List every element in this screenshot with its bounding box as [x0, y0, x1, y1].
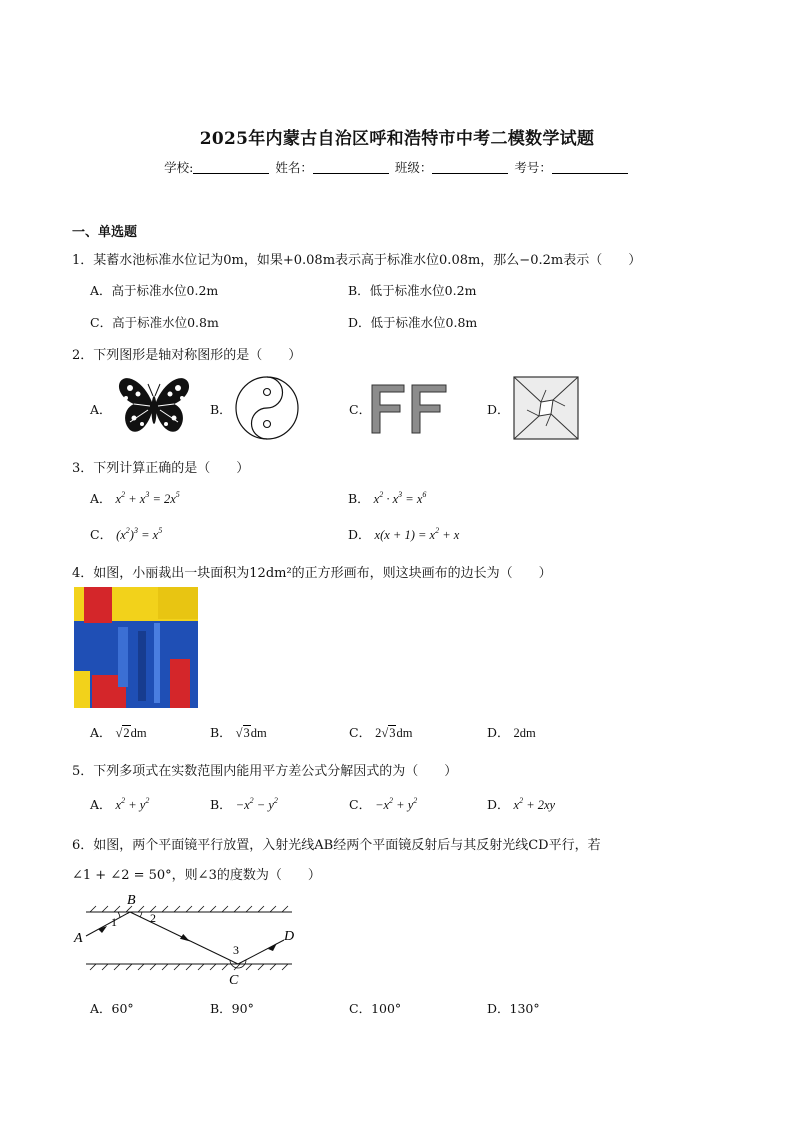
section-heading: 一、单选题 [72, 225, 138, 240]
q5-option-c[interactable] [349, 795, 417, 813]
q1-option-c[interactable]: C．高于标准水位0.8m [90, 315, 219, 330]
q4-option-c-label: C． [349, 725, 372, 740]
q4-stem: 4．如图，小丽裁出一块面积为12dm²的正方形画布，则这块画布的边长为（ ） [72, 566, 552, 581]
lower-mirror-hatching [90, 964, 288, 970]
student-info-line [0, 158, 794, 176]
point-a-label: A [74, 931, 83, 946]
q5-option-b-label: B． [210, 797, 232, 812]
class-blank[interactable] [432, 161, 508, 174]
point-c-label: C [229, 973, 239, 988]
school-label: 学校: [164, 160, 194, 175]
q4-option-a-formula: √2dm [115, 726, 147, 740]
q4-option-b[interactable] [210, 723, 267, 741]
q3-option-a-formula: $x^2 + x^3 = 2x^5$ [115, 490, 180, 506]
q2-option-d-label[interactable]: D． [487, 402, 510, 417]
q6-stem-line1: 6．如图，两个平面镜平行放置，入射光线AB经两个平面镜反射后与其反射光线CD平行，若 [72, 838, 601, 853]
q2-option-c-label[interactable]: C． [349, 402, 372, 417]
q1-option-a[interactable]: A．高于标准水位0.2m [90, 283, 219, 298]
q3-option-d[interactable] [348, 525, 459, 543]
upper-mirror-hatching [90, 906, 288, 912]
q4-option-c[interactable] [349, 723, 412, 741]
q3-option-d-formula: $x(x + 1) = x^2 + x$ [374, 526, 460, 542]
name-label: 姓名： [275, 160, 313, 175]
q5-option-a-label: A． [90, 797, 112, 812]
q1-stem: 1．某蓄水池标准水位记为0m，如果+0.08m表示高于标准水位0.08m，那么−0.2m表示（ ） [72, 253, 642, 268]
angle-1-label: 1 [111, 915, 117, 929]
yin-yang-figure [234, 376, 300, 440]
square-canvas-painting [74, 587, 198, 708]
q5-option-b[interactable] [210, 795, 278, 813]
q5-option-b-formula: $-x^2 - y^2$ [235, 796, 278, 812]
q4-option-d[interactable] [487, 723, 536, 741]
q5-option-d[interactable] [487, 795, 555, 813]
q3-option-a[interactable] [90, 489, 180, 507]
q1-option-d[interactable]: D．低于标准水位0.8m [348, 315, 478, 330]
q5-option-c-label: C． [349, 797, 372, 812]
name-blank[interactable] [313, 161, 389, 174]
butterfly-figure [116, 374, 192, 440]
q4-option-d-label: D． [487, 725, 510, 740]
point-b-label: B [127, 893, 136, 908]
parallel-mirrors-diagram [72, 888, 298, 988]
q6-option-a[interactable]: A．60° [90, 1001, 134, 1016]
q3-option-a-label: A． [90, 491, 112, 506]
pinwheel-square-figure [513, 376, 579, 440]
ff-letters-figure [370, 383, 450, 435]
angle-2-label: 2 [150, 911, 156, 925]
q5-stem: 5．下列多项式在实数范围内能用平方差公式分解因式的为（ ） [72, 764, 458, 779]
q6-option-c[interactable]: C．100° [349, 1001, 402, 1016]
q4-option-c-formula: 2√3dm [375, 726, 413, 740]
q5-option-c-formula: $-x^2 + y^2$ [375, 796, 418, 812]
q6-option-d[interactable]: D．130° [487, 1001, 540, 1016]
q1-option-b[interactable]: B．低于标准水位0.2m [348, 283, 477, 298]
q3-option-c[interactable] [90, 525, 162, 543]
q3-option-c-label: C． [90, 527, 113, 542]
q5-option-a-formula: $x^2 + y^2$ [115, 796, 150, 812]
q4-option-d-formula: 2dm [513, 726, 536, 740]
angle-3-label: 3 [233, 943, 239, 957]
q4-option-b-label: B． [210, 725, 232, 740]
q3-stem: 3．下列计算正确的是（ ） [72, 461, 250, 476]
q3-option-c-formula: $(x^2)^3 = x^5$ [116, 526, 163, 542]
q6-option-b[interactable]: B．90° [210, 1001, 254, 1016]
q3-option-d-label: D． [348, 527, 371, 542]
q5-option-d-formula: $x^2 + 2xy$ [513, 796, 556, 812]
q2-option-a-label[interactable]: A． [90, 402, 112, 417]
q3-option-b[interactable] [348, 489, 426, 507]
q2-stem: 2．下列图形是轴对称图形的是（ ） [72, 348, 302, 363]
q4-option-a[interactable] [90, 723, 147, 741]
q4-option-b-formula: √3dm [235, 726, 267, 740]
q4-option-a-label: A． [90, 725, 112, 740]
q2-option-b-label[interactable]: B． [210, 402, 232, 417]
q3-option-b-formula: $x^2 \cdot x^3 = x^6$ [373, 490, 427, 506]
q5-option-a[interactable] [90, 795, 149, 813]
number-label: 考号： [514, 160, 552, 175]
q6-stem-line2: ∠1 + ∠2 = 50°，则∠3的度数为（ ） [72, 868, 321, 883]
point-d-label: D [284, 929, 295, 944]
class-label: 班级： [394, 160, 433, 175]
number-blank[interactable] [552, 161, 628, 174]
school-blank[interactable] [193, 161, 269, 174]
page-title: 2025年内蒙古自治区呼和浩特市中考二模数学试题 [199, 129, 595, 149]
q3-option-b-label: B． [348, 491, 370, 506]
q5-option-d-label: D． [487, 797, 510, 812]
